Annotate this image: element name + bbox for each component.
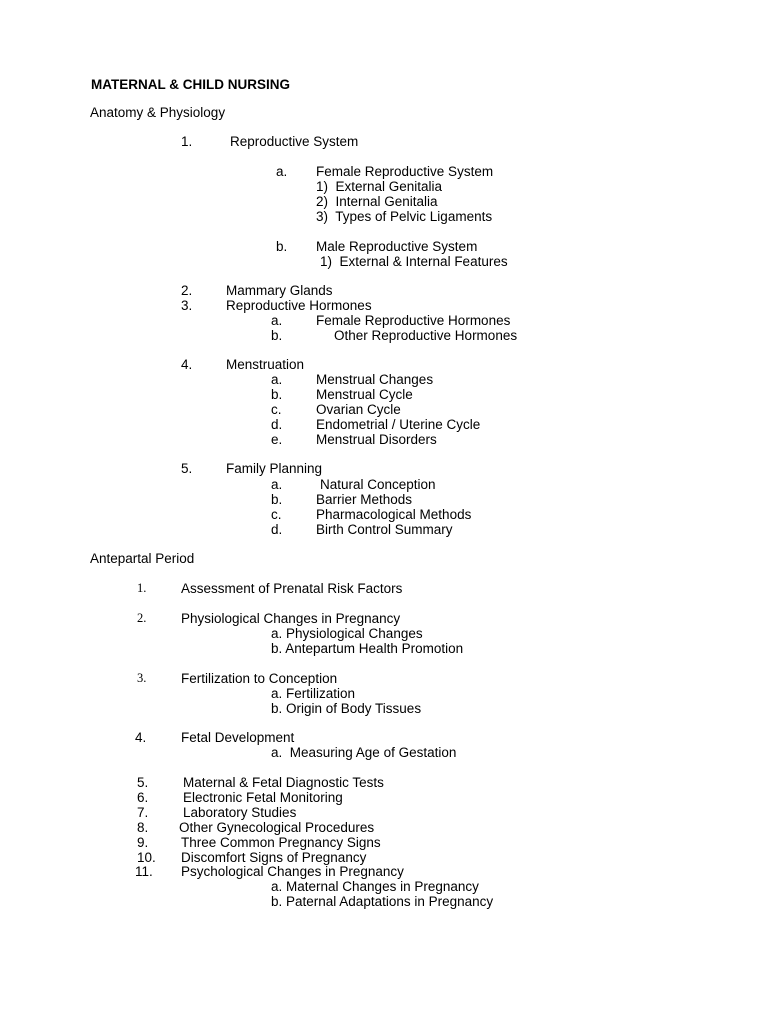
sub-label: Natural Conception bbox=[320, 477, 436, 492]
item-number: 5. bbox=[181, 461, 193, 476]
item-number: 1. bbox=[181, 134, 193, 149]
sub-marker: d. bbox=[271, 417, 283, 432]
sub-sub-item: 1) External & Internal Features bbox=[320, 254, 508, 269]
item-number: 10. bbox=[137, 850, 156, 865]
item-number: 2. bbox=[137, 611, 147, 625]
item-number: 5. bbox=[137, 775, 149, 790]
sub-marker: c. bbox=[271, 507, 282, 522]
item-number: 4. bbox=[135, 730, 147, 745]
item-label: Fertilization to Conception bbox=[181, 671, 338, 686]
sub-item: b. Origin of Body Tissues bbox=[271, 701, 422, 716]
sub-label: Menstrual Changes bbox=[316, 372, 434, 387]
sub-label: Other Reproductive Hormones bbox=[334, 328, 518, 343]
document-title: MATERNAL & CHILD NURSING bbox=[91, 77, 290, 92]
item-label: Three Common Pregnancy Signs bbox=[181, 835, 381, 850]
sub-sub-item: 3) Types of Pelvic Ligaments bbox=[316, 209, 493, 224]
sub-marker: b. bbox=[276, 239, 288, 254]
item-number: 11. bbox=[135, 864, 153, 879]
sub-label: Female Reproductive System bbox=[316, 164, 494, 179]
sub-item: a. Measuring Age of Gestation bbox=[271, 745, 457, 760]
sub-marker: a. bbox=[271, 372, 283, 387]
item-label: Other Gynecological Procedures bbox=[179, 820, 375, 835]
sub-marker: a. bbox=[271, 313, 283, 328]
item-label: Mammary Glands bbox=[226, 283, 333, 298]
sub-sub-item: 1) External Genitalia bbox=[316, 179, 443, 194]
sub-label: Barrier Methods bbox=[316, 492, 413, 507]
item-label: Menstruation bbox=[226, 357, 305, 372]
sub-label: Male Reproductive System bbox=[316, 239, 478, 254]
sub-label: Endometrial / Uterine Cycle bbox=[316, 417, 481, 432]
sub-item: a. Maternal Changes in Pregnancy bbox=[271, 879, 479, 894]
item-number: 4. bbox=[181, 357, 193, 372]
item-label: Reproductive System bbox=[230, 134, 359, 149]
sub-item: a. Fertilization bbox=[271, 686, 356, 701]
item-label: Physiological Changes in Pregnancy bbox=[181, 611, 401, 626]
sub-marker: a. bbox=[271, 477, 283, 492]
sub-marker: d. bbox=[271, 522, 283, 537]
sub-label: Menstrual Cycle bbox=[316, 387, 413, 402]
sub-label: Ovarian Cycle bbox=[316, 402, 401, 417]
sub-item: b. Antepartum Health Promotion bbox=[271, 641, 464, 656]
sub-marker: e. bbox=[271, 432, 283, 447]
sub-label: Female Reproductive Hormones bbox=[316, 313, 511, 328]
item-number: 3. bbox=[137, 671, 147, 685]
section-heading-anatomy: Anatomy & Physiology bbox=[90, 105, 226, 120]
sub-marker: b. bbox=[271, 387, 283, 402]
item-number: 3. bbox=[181, 298, 193, 313]
item-label: Family Planning bbox=[226, 461, 323, 476]
section-heading-antepartal: Antepartal Period bbox=[90, 551, 195, 566]
sub-label: Birth Control Summary bbox=[316, 522, 453, 537]
sub-marker: b. bbox=[271, 328, 283, 343]
item-number: 7. bbox=[137, 805, 149, 820]
item-label: Assessment of Prenatal Risk Factors bbox=[181, 581, 403, 596]
sub-marker: b. bbox=[271, 492, 283, 507]
sub-item: a. Physiological Changes bbox=[271, 626, 423, 641]
sub-item: b. Paternal Adaptations in Pregnancy bbox=[271, 894, 494, 909]
sub-label: Pharmacological Methods bbox=[316, 507, 472, 522]
item-label: Psychological Changes in Pregnancy bbox=[181, 864, 404, 879]
item-label: Electronic Fetal Monitoring bbox=[183, 790, 343, 805]
item-label: Maternal & Fetal Diagnostic Tests bbox=[183, 775, 384, 790]
sub-marker: c. bbox=[271, 402, 282, 417]
item-label: Fetal Development bbox=[181, 730, 295, 745]
item-number: 6. bbox=[137, 790, 149, 805]
sub-sub-item: 2) Internal Genitalia bbox=[316, 194, 438, 209]
item-number: 2. bbox=[181, 283, 193, 298]
item-label: Laboratory Studies bbox=[183, 805, 297, 820]
sub-label: Menstrual Disorders bbox=[316, 432, 437, 447]
item-number: 8. bbox=[137, 820, 149, 835]
sub-marker: a. bbox=[276, 164, 288, 179]
item-number: 9. bbox=[137, 835, 149, 850]
item-label: Reproductive Hormones bbox=[226, 298, 372, 313]
item-label: Discomfort Signs of Pregnancy bbox=[181, 850, 367, 865]
item-number: 1. bbox=[137, 581, 147, 595]
